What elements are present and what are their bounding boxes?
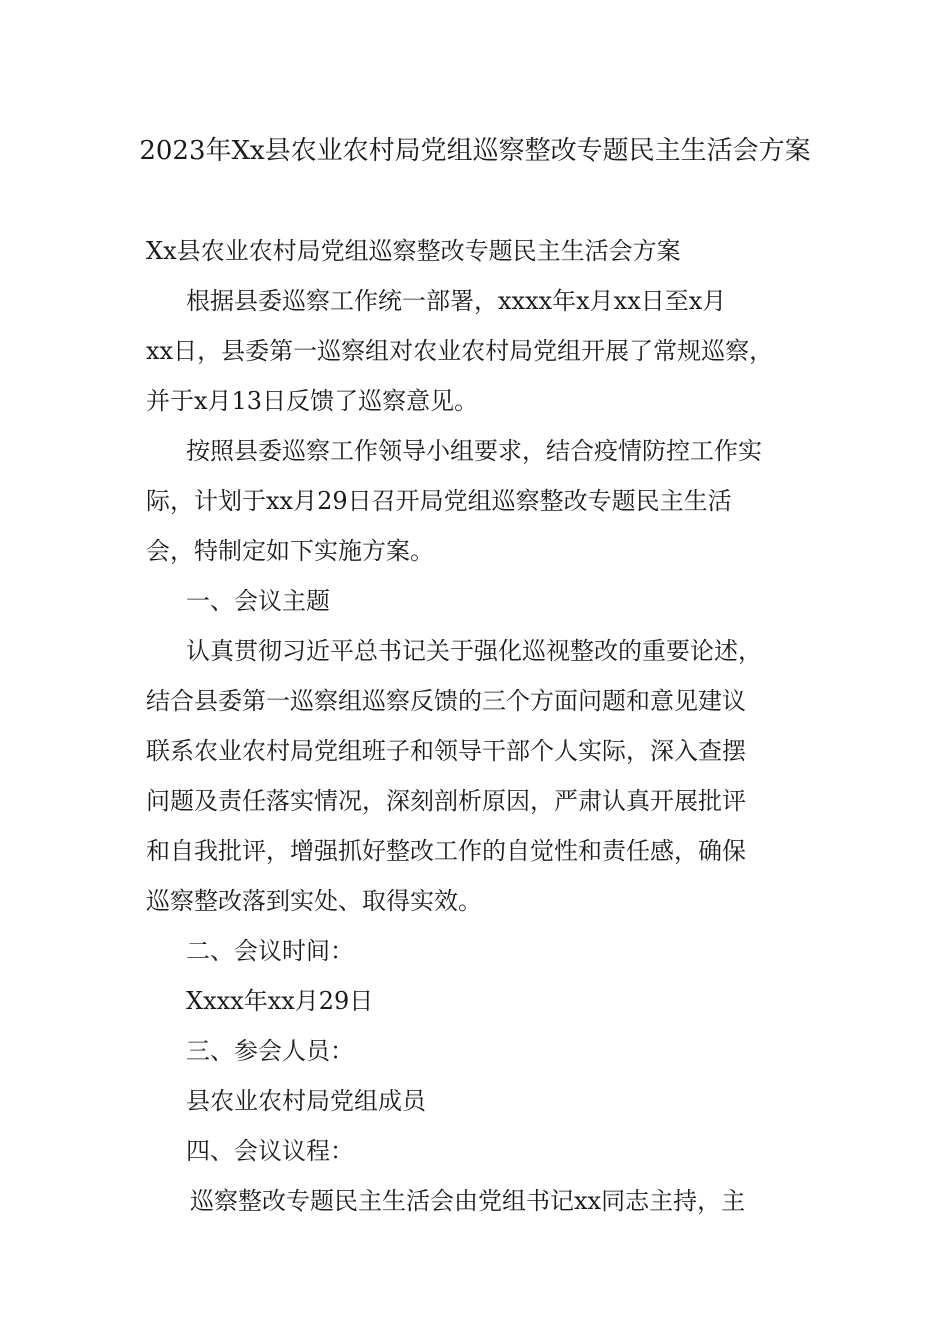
paragraph-1-line-2: xx日，县委第一巡察组对农业农村局党组开展了常规巡察， [146,337,774,365]
meeting-date: Xxxx年xx月29日 [186,987,374,1015]
document-title: 2023年Xx县农业农村局党组巡察整改专题民主生活会方案 [139,136,811,166]
section-heading-topic: 一、会议主题 [186,587,330,615]
paragraph-1-line-3: 并于x月13日反馈了巡察意见。 [146,387,479,415]
attendees-text: 县农业农村局党组成员 [186,1087,426,1115]
document-subtitle: Xx县农业农村局党组巡察整改专题民主生活会方案 [146,237,681,265]
section-heading-attendees: 三、参会人员： [186,1037,354,1065]
paragraph-1-line-1: 根据县委巡察工作统一部署，xxxx年x月xx日至x月 [186,287,727,315]
paragraph-3-line-4: 问题及责任落实情况，深刻剖析原因，严肃认真开展批评 [146,787,746,815]
paragraph-3-line-1: 认真贯彻习近平总书记关于强化巡视整改的重要论述， [186,637,762,665]
paragraph-3-line-2: 结合县委第一巡察组巡察反馈的三个方面问题和意见建议 [146,687,746,715]
paragraph-3-line-5: 和自我批评，增强抓好整改工作的自觉性和责任感，确保 [146,837,746,865]
section-heading-time: 二、会议时间： [186,937,354,965]
paragraph-2-line-2: 际，计划于xx月29日召开局党组巡察整改专题民主生活 [146,487,732,515]
paragraph-2-line-3: 会，特制定如下实施方案。 [146,537,434,565]
paragraph-3-line-6: 巡察整改落到实处、取得实效。 [146,887,482,915]
agenda-text-line-1: 巡察整改专题民主生活会由党组书记xx同志主持，主 [190,1187,746,1215]
paragraph-2-line-1: 按照县委巡察工作领导小组要求，结合疫情防控工作实 [186,437,762,465]
paragraph-3-line-3: 联系农业农村局党组班子和领导干部个人实际，深入查摆 [146,737,746,765]
section-heading-agenda: 四、会议议程： [186,1137,354,1165]
